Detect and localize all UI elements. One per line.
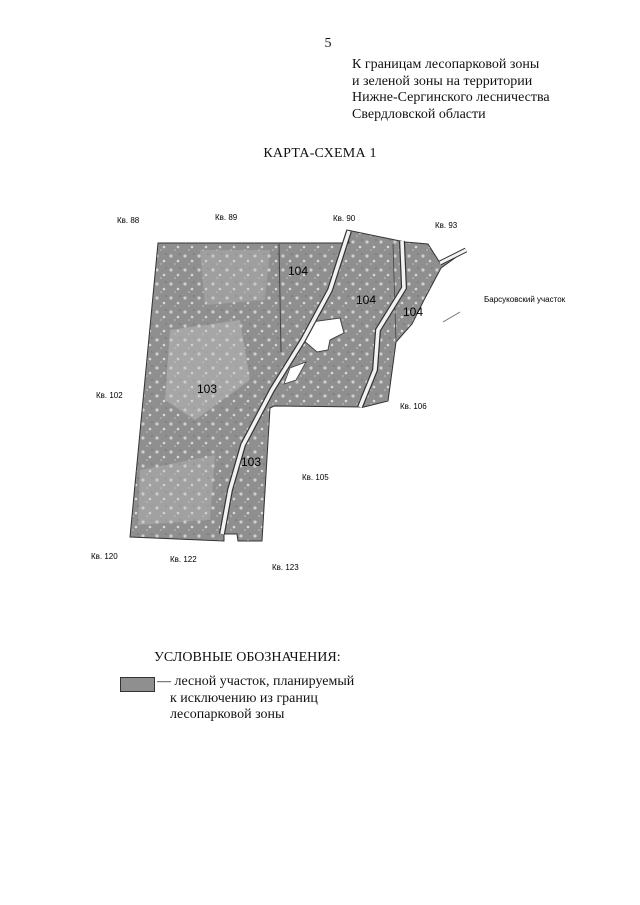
plot-label: 104 [356,293,377,307]
plot-label: 104 [288,264,309,278]
plot-label: 104 [403,305,424,319]
block-label: Кв. 105 [302,473,329,482]
boundary-tick [443,312,460,322]
header-line: и зеленой зоны на территории [352,73,533,89]
legend-line: — лесной участок, планируемый [157,674,355,689]
plot-label: 103 [241,455,262,469]
block-label: Кв. 90 [333,214,356,223]
legend-description [157,674,354,724]
block-label: Кв. 120 [91,552,118,561]
light-patch [200,250,270,305]
plot-label: 103 [197,382,218,396]
block-label: Кв. 88 [117,216,140,225]
legend-title: УСЛОВНЫЕ ОБОЗНАЧЕНИЯ: [154,650,341,665]
block-label: Кв. 102 [96,391,123,400]
legend-line: к исключению из границ [170,690,318,706]
block-label: Кв. 93 [435,221,458,230]
header-line: К границам лесопарковой зоны [352,57,540,72]
header-line: Свердловской области [352,106,486,122]
block-label: Кв. 123 [272,563,299,572]
block-label: Кв. 89 [215,213,238,222]
page-number: 5 [324,36,332,51]
district-label: Барсуковский участок [484,295,566,304]
map-title: КАРТА-СХЕМА 1 [263,146,377,161]
forest-plot-swatch-icon [120,677,155,692]
header-line: Нижне-Сергинского лесничества [352,90,550,105]
block-label: Кв. 122 [170,555,197,564]
legend-line: лесопарковой зоны [170,707,285,722]
road [440,250,466,263]
block-label: Кв. 106 [400,402,427,411]
